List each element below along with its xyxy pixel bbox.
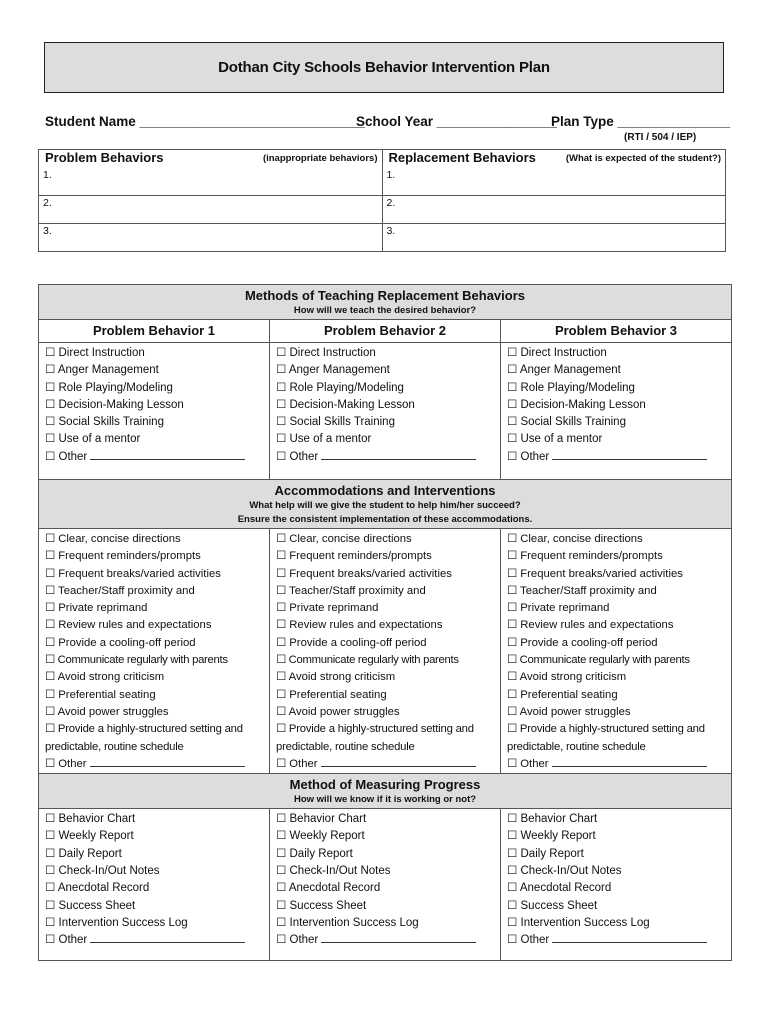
checkbox-anecdotal-record[interactable]: ☐ Anecdotal Record xyxy=(507,882,612,895)
checkbox-reminders[interactable]: ☐ Frequent reminders/prompts xyxy=(276,550,432,563)
checkbox-clear-directions[interactable]: ☐ Clear, concise directions xyxy=(276,533,412,545)
problem-behavior-field[interactable]: 1. xyxy=(39,168,383,196)
checkbox-decision-making[interactable]: ☐ Decision-Making Lesson xyxy=(276,398,415,411)
teaching-section-header xyxy=(39,285,732,320)
checkbox-preferential-seating[interactable]: ☐ Preferential seating xyxy=(276,688,387,701)
checkbox-direct-instruction[interactable]: ☐ Direct Instruction xyxy=(45,347,145,359)
checkbox-intervention-log[interactable]: ☐ Intervention Success Log xyxy=(276,916,419,929)
checkbox-direct-instruction[interactable]: ☐ Direct Instruction xyxy=(276,347,376,359)
problem-behaviors-header: Problem Behaviors (inappropriate behaviors) xyxy=(39,150,383,168)
other-blank[interactable] xyxy=(90,449,245,460)
accommodations-subtitle-2: Ensure the consistent implementation of these accommodations. xyxy=(237,514,533,525)
other-blank[interactable] xyxy=(552,932,707,943)
replacement-behavior-field[interactable]: 1. xyxy=(382,168,726,196)
checkbox-decision-making[interactable]: ☐ Decision-Making Lesson xyxy=(45,398,184,411)
checkbox-weekly-report[interactable]: ☐ Weekly Report xyxy=(45,830,134,843)
form-title: Dothan City Schools Behavior Intervention Plan xyxy=(44,42,724,93)
checkbox-other[interactable]: ☐ Other xyxy=(276,756,494,773)
checkbox-communicate-parents[interactable]: ☐ Communicate regularly with parents xyxy=(45,654,228,667)
accommodations-section-header xyxy=(39,480,732,529)
column-header-problem-behavior-2: Problem Behavior 2 xyxy=(270,320,501,343)
checkbox-other[interactable]: ☐ Other xyxy=(507,756,725,773)
checkbox-review-rules[interactable]: ☐ Review rules and expectations xyxy=(45,619,212,632)
checkbox-structured-setting[interactable]: ☐ Provide a highly-structured setting and predictable, routine schedule xyxy=(45,723,243,753)
checkbox-anger-management[interactable]: ☐ Anger Management xyxy=(276,364,390,377)
checkbox-social-skills[interactable]: ☐ Social Skills Training xyxy=(507,416,626,429)
checkbox-success-sheet[interactable]: ☐ Success Sheet xyxy=(507,899,598,912)
checkbox-communicate-parents[interactable]: ☐ Communicate regularly with parents xyxy=(507,654,690,667)
column-header-problem-behavior-1: Problem Behavior 1 xyxy=(39,320,270,343)
problem-behavior-field[interactable]: 2. xyxy=(39,196,383,224)
problem-behaviors-note: (inappropriate behaviors) xyxy=(262,153,378,164)
checkbox-other[interactable]: ☐ Other xyxy=(507,449,725,466)
teaching-subtitle: How will we teach the desired behavior? xyxy=(293,305,477,316)
other-blank[interactable] xyxy=(321,932,476,943)
measuring-checklist xyxy=(501,809,732,961)
other-blank[interactable] xyxy=(90,932,245,943)
checkbox-avoid-criticism[interactable]: ☐ Avoid strong criticism xyxy=(276,671,396,684)
checkbox-behavior-chart[interactable]: ☐ Behavior Chart xyxy=(45,813,136,826)
plan-type-options: (RTI / 504 / IEP) xyxy=(624,132,697,143)
checkbox-direct-instruction[interactable]: ☐ Direct Instruction xyxy=(507,347,607,359)
checkbox-weekly-report[interactable]: ☐ Weekly Report xyxy=(276,830,365,843)
replacement-behavior-field[interactable]: 2. xyxy=(382,196,726,224)
checkbox-social-skills[interactable]: ☐ Social Skills Training xyxy=(276,416,395,429)
checkbox-proximity[interactable]: ☐ Teacher/Staff proximity and xyxy=(276,584,426,597)
checkbox-cooling-off[interactable]: ☐ Provide a cooling-off period xyxy=(276,636,427,649)
checkbox-anecdotal-record[interactable]: ☐ Anecdotal Record xyxy=(45,882,150,895)
other-blank[interactable] xyxy=(321,756,476,767)
checkbox-role-playing[interactable]: ☐ Role Playing/Modeling xyxy=(45,381,173,394)
checkbox-avoid-criticism[interactable]: ☐ Avoid strong criticism xyxy=(45,671,165,684)
checkbox-anecdotal-record[interactable]: ☐ Anecdotal Record xyxy=(276,882,381,895)
checkbox-private-reprimand[interactable]: ☐ Private reprimand xyxy=(276,602,379,615)
checkbox-breaks[interactable]: ☐ Frequent breaks/varied activities xyxy=(276,567,452,580)
checkbox-review-rules[interactable]: ☐ Review rules and expectations xyxy=(507,619,674,632)
checkbox-check-in-out[interactable]: ☐ Check-In/Out Notes xyxy=(45,865,160,878)
accommodations-checklist xyxy=(270,529,501,774)
teaching-title: Methods of Teaching Replacement Behaviors xyxy=(244,288,526,303)
checkbox-other[interactable]: ☐ Other xyxy=(507,932,725,949)
replacement-behavior-field[interactable]: 3. xyxy=(382,224,726,252)
checkbox-structured-setting[interactable]: ☐ Provide a highly-structured setting and predictable, routine schedule xyxy=(276,723,474,753)
checkbox-intervention-log[interactable]: ☐ Intervention Success Log xyxy=(507,916,650,929)
checkbox-reminders[interactable]: ☐ Frequent reminders/prompts xyxy=(45,550,201,563)
plan-type-label: Plan Type _______________ xyxy=(551,114,731,129)
other-blank[interactable] xyxy=(90,756,245,767)
other-blank[interactable] xyxy=(321,449,476,460)
checkbox-other[interactable]: ☐ Other xyxy=(45,756,263,773)
student-info-row xyxy=(45,114,731,134)
checkbox-weekly-report[interactable]: ☐ Weekly Report xyxy=(507,830,596,843)
checkbox-mentor[interactable]: ☐ Use of a mentor xyxy=(45,433,141,446)
measuring-checklist xyxy=(270,809,501,961)
replacement-behaviors-header: Replacement Behaviors (What is expected of the student?) xyxy=(382,150,726,168)
checkbox-avoid-power-struggles[interactable]: ☐ Avoid power struggles xyxy=(276,705,400,718)
measuring-section-header xyxy=(39,774,732,809)
checkbox-cooling-off[interactable]: ☐ Provide a cooling-off period xyxy=(507,636,658,649)
checkbox-success-sheet[interactable]: ☐ Success Sheet xyxy=(45,899,136,912)
checkbox-social-skills[interactable]: ☐ Social Skills Training xyxy=(45,416,164,429)
checkbox-cooling-off[interactable]: ☐ Provide a cooling-off period xyxy=(45,636,196,649)
checkbox-avoid-power-struggles[interactable]: ☐ Avoid power struggles xyxy=(45,705,169,718)
behaviors-table xyxy=(38,149,726,252)
checkbox-mentor[interactable]: ☐ Use of a mentor xyxy=(276,433,372,446)
checkbox-communicate-parents[interactable]: ☐ Communicate regularly with parents xyxy=(276,654,459,667)
student-name-label: Student Name ______________________________ xyxy=(45,114,365,129)
checkbox-role-playing[interactable]: ☐ Role Playing/Modeling xyxy=(276,381,404,394)
accommodations-checklist xyxy=(39,529,270,774)
teaching-checklist xyxy=(270,343,501,480)
checkbox-daily-report[interactable]: ☐ Daily Report xyxy=(276,847,353,860)
checkbox-check-in-out[interactable]: ☐ Check-In/Out Notes xyxy=(276,865,391,878)
checkbox-preferential-seating[interactable]: ☐ Preferential seating xyxy=(507,688,618,701)
checkbox-private-reprimand[interactable]: ☐ Private reprimand xyxy=(507,602,610,615)
checkbox-preferential-seating[interactable]: ☐ Preferential seating xyxy=(45,688,156,701)
checkbox-role-playing[interactable]: ☐ Role Playing/Modeling xyxy=(507,381,635,394)
checkbox-other[interactable]: ☐ Other xyxy=(276,449,494,466)
checkbox-structured-setting[interactable]: ☐ Provide a highly-structured setting and predictable, routine schedule xyxy=(507,723,705,753)
checkbox-daily-report[interactable]: ☐ Daily Report xyxy=(507,847,584,860)
checkbox-intervention-log[interactable]: ☐ Intervention Success Log xyxy=(45,916,188,929)
checkbox-anger-management[interactable]: ☐ Anger Management xyxy=(507,364,621,377)
accommodations-subtitle: What help will we give the student to help him/her succeed? xyxy=(249,500,521,511)
checkbox-anger-management[interactable]: ☐ Anger Management xyxy=(45,364,159,377)
checkbox-breaks[interactable]: ☐ Frequent breaks/varied activities xyxy=(45,567,221,580)
measuring-title: Method of Measuring Progress xyxy=(289,777,481,793)
checkbox-avoid-criticism[interactable]: ☐ Avoid strong criticism xyxy=(507,671,627,684)
checkbox-proximity[interactable]: ☐ Teacher/Staff proximity and xyxy=(45,584,195,597)
measuring-subtitle: How will we know if it is working or not? xyxy=(293,794,477,806)
checkbox-avoid-power-struggles[interactable]: ☐ Avoid power struggles xyxy=(507,705,631,718)
checkbox-behavior-chart[interactable]: ☐ Behavior Chart xyxy=(507,813,598,826)
measuring-checklist xyxy=(39,809,270,961)
checkbox-review-rules[interactable]: ☐ Review rules and expectations xyxy=(276,619,443,632)
checkbox-clear-directions[interactable]: ☐ Clear, concise directions xyxy=(45,533,181,545)
school-year-label: School Year ________________ xyxy=(356,114,557,129)
checkbox-decision-making[interactable]: ☐ Decision-Making Lesson xyxy=(507,398,646,411)
checkbox-success-sheet[interactable]: ☐ Success Sheet xyxy=(276,899,367,912)
checkbox-other[interactable]: ☐ Other xyxy=(45,449,263,466)
checkbox-clear-directions[interactable]: ☐ Clear, concise directions xyxy=(507,533,643,545)
checkbox-private-reprimand[interactable]: ☐ Private reprimand xyxy=(45,602,148,615)
accommodations-checklist xyxy=(501,529,732,774)
checkbox-other[interactable]: ☐ Other xyxy=(45,932,263,949)
intervention-table xyxy=(38,284,732,961)
checkbox-check-in-out[interactable]: ☐ Check-In/Out Notes xyxy=(507,865,622,878)
problem-behavior-field[interactable]: 3. xyxy=(39,224,383,252)
checkbox-breaks[interactable]: ☐ Frequent breaks/varied activities xyxy=(507,567,683,580)
checkbox-other[interactable]: ☐ Other xyxy=(276,932,494,949)
replacement-behaviors-note: (What is expected of the student?) xyxy=(565,153,721,164)
teaching-checklist xyxy=(39,343,270,480)
checkbox-daily-report[interactable]: ☐ Daily Report xyxy=(45,847,122,860)
teaching-checklist xyxy=(501,343,732,480)
checkbox-proximity[interactable]: ☐ Teacher/Staff proximity and xyxy=(507,584,657,597)
other-blank[interactable] xyxy=(552,449,707,460)
column-header-problem-behavior-3: Problem Behavior 3 xyxy=(501,320,732,343)
checkbox-behavior-chart[interactable]: ☐ Behavior Chart xyxy=(276,813,367,826)
other-blank[interactable] xyxy=(552,756,707,767)
checkbox-mentor[interactable]: ☐ Use of a mentor xyxy=(507,433,603,446)
checkbox-reminders[interactable]: ☐ Frequent reminders/prompts xyxy=(507,550,663,563)
accommodations-title: Accommodations and Interventions xyxy=(274,483,496,498)
